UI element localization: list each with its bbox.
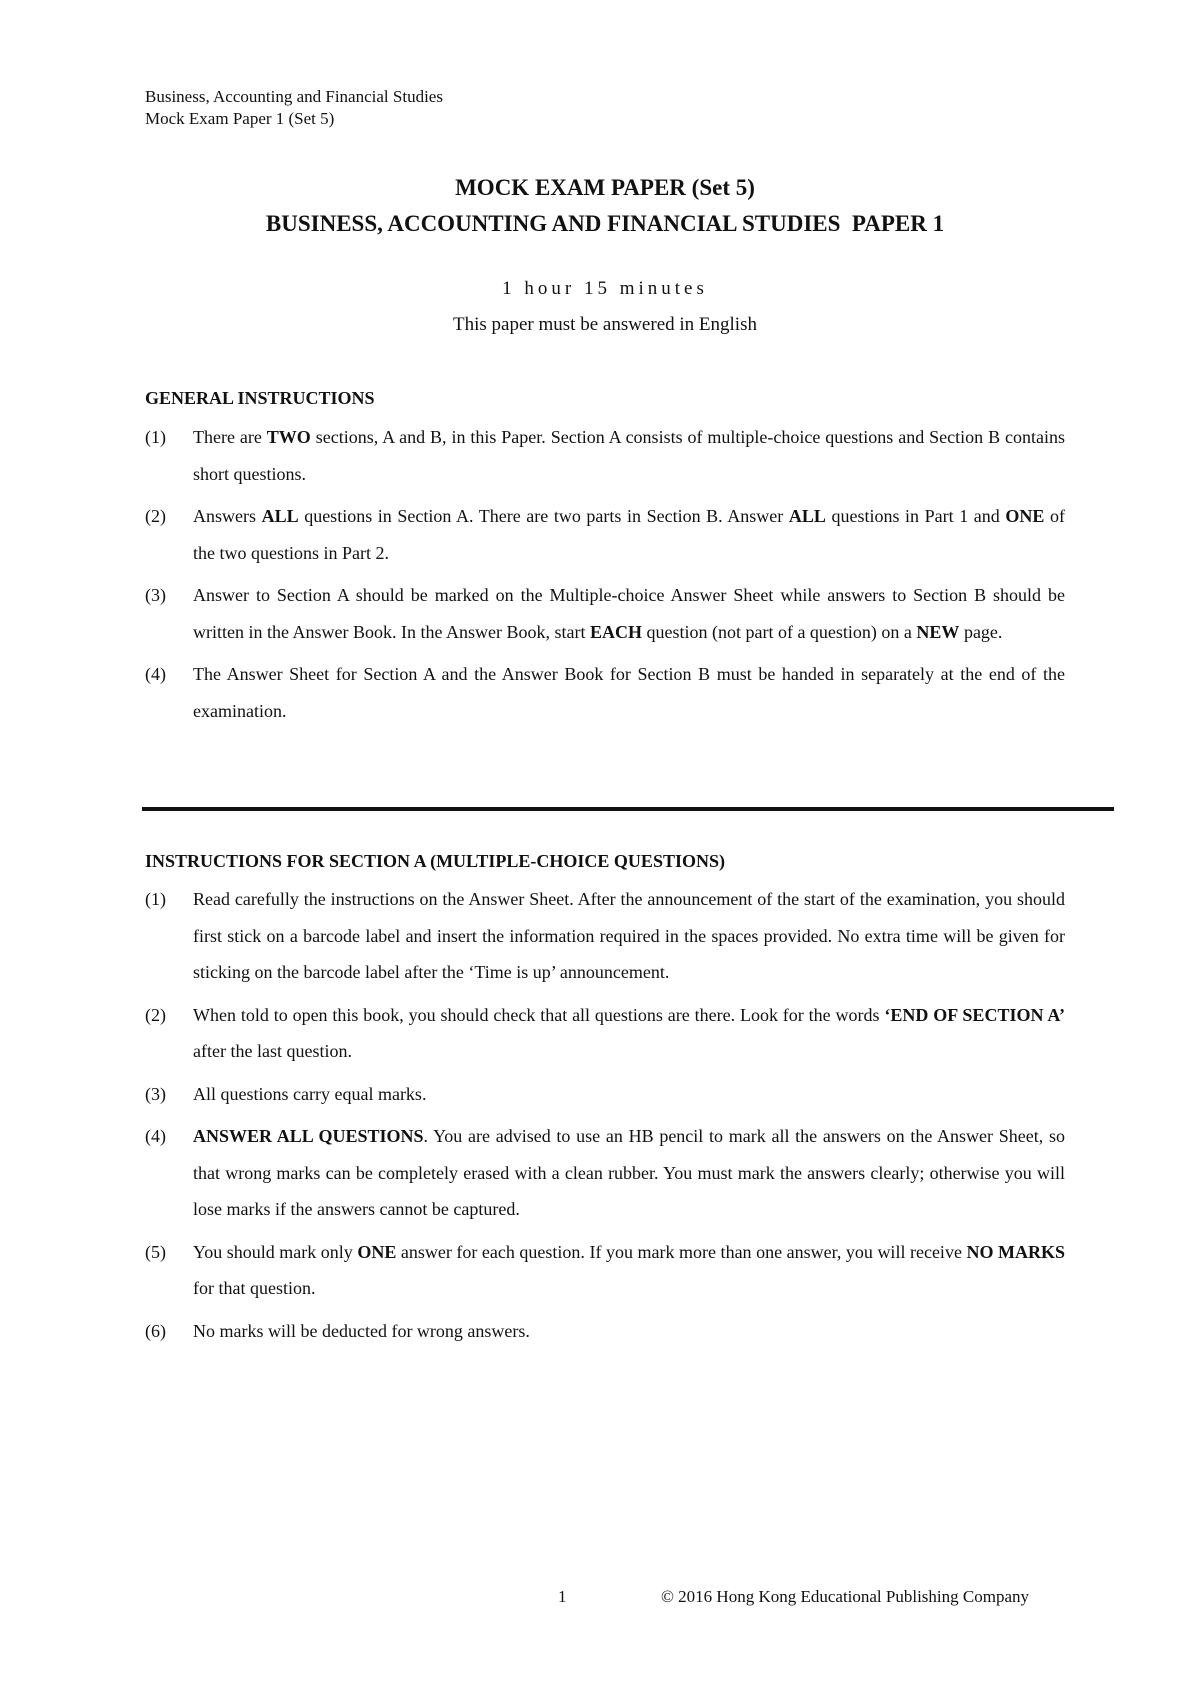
exam-duration: 1 hour 15 minutes [502, 278, 708, 299]
instruction-item [145, 881, 1065, 991]
instruction-text-part: answer for each question. If you mark more than one answer, you will receive [396, 1241, 967, 1262]
general-instructions-list [145, 419, 1065, 735]
instruction-text [193, 498, 1065, 571]
instruction-text-part: question (not part of a question) on a [641, 621, 917, 642]
instruction-number: (1) [145, 889, 166, 909]
instruction-item [145, 656, 1065, 729]
instruction-text [193, 881, 1065, 991]
instruction-text-part: questions in Part 1 and [825, 506, 1006, 526]
instruction-text [193, 419, 1065, 492]
instruction-text-part: for that question. [193, 1278, 316, 1298]
instruction-text-part: No marks will be deducted for wrong answers. [193, 1320, 530, 1341]
instruction-item [145, 1313, 1065, 1350]
instruction-number: (2) [145, 506, 166, 526]
instruction-number: (3) [145, 585, 166, 605]
instruction-number: (4) [145, 1126, 166, 1146]
emphasis-text: ANSWER ALL QUESTIONS [193, 1126, 424, 1146]
instruction-text [193, 1313, 1065, 1350]
instruction-text-part: You should mark only [193, 1241, 358, 1262]
instruction-text [193, 1118, 1065, 1228]
instruction-text-part: All questions carry equal marks. [193, 1083, 427, 1104]
paper-title: MOCK EXAM PAPER (Set 5) [455, 175, 755, 200]
emphasis-text: ‘END OF SECTION A’ [884, 1004, 1065, 1025]
instruction-text-part: When told to open this book, you should check that all questions are there. Look for the words [193, 1004, 885, 1025]
instruction-item [145, 1076, 1065, 1113]
instruction-text [193, 997, 1065, 1070]
instruction-text-part: sections, A and B, in this Paper. Section A consists of multiple-choice questions and Section B contains short questions. [193, 427, 1065, 484]
emphasis-text: NEW [916, 621, 960, 642]
instruction-text [193, 1234, 1065, 1307]
instruction-text-part: after the last question. [193, 1041, 352, 1061]
instruction-number: (2) [145, 1004, 166, 1025]
instruction-text [193, 1076, 1065, 1113]
emphasis-text: EACH [589, 621, 642, 642]
section-divider [142, 807, 1114, 811]
instruction-text-part: Answer to Section A should be marked on the Multiple-choice Answer Sheet while answers to Section B should be written in the Answer Book. In the Answer Book, start [193, 585, 1065, 642]
instruction-text-part: Read carefully the instructions on the Answer Sheet. After the announcement of the start of the examination, you should first stick on a barcode label and insert the information required in the spaces provided. No extra time will be given for sticking on the barcode label after the ‘Time is up’ announcement. [193, 889, 1065, 982]
emphasis-text: TWO [266, 427, 311, 447]
section-a-instructions-heading: INSTRUCTIONS FOR SECTION A (MULTIPLE-CHOICE QUESTIONS) [145, 851, 725, 871]
instruction-text-part: . You are advised to use an HB pencil to mark all the answers on the Answer Sheet, so that wrong marks can be completely erased with a clean rubber. You must mark the answers clearly; otherwise you will lose marks if the answers cannot be captured. [193, 1126, 1065, 1219]
instruction-number: (1) [145, 427, 166, 447]
header-subject: Business, Accounting and Financial Studies [145, 87, 443, 106]
paper-subtitle: BUSINESS, ACCOUNTING AND FINANCIAL STUDIES PAPER 1 [265, 211, 945, 236]
section-a-instructions-list [145, 881, 1065, 1355]
emphasis-text: ALL [788, 506, 826, 526]
title-block [0, 170, 1200, 242]
instruction-text-part: The Answer Sheet for Section A and the Answer Book for Section B must be handed in separately at the end of the examination. [193, 664, 1065, 721]
instruction-item [145, 1118, 1065, 1228]
emphasis-text: ONE [357, 1241, 397, 1262]
instruction-item [145, 997, 1065, 1070]
instruction-item [145, 498, 1065, 571]
emphasis-text: ONE [1005, 506, 1045, 526]
instruction-item [145, 577, 1065, 650]
running-header [145, 86, 443, 130]
instruction-item [145, 419, 1065, 492]
emphasis-text: ALL [261, 506, 299, 526]
instruction-text-part: Answers [193, 506, 262, 526]
instruction-text [193, 656, 1065, 729]
emphasis-text: NO MARKS [966, 1241, 1066, 1262]
language-note: This paper must be answered in English [453, 314, 757, 335]
instruction-number: (4) [145, 664, 166, 684]
instruction-text-part: of the two questions in Part 2. [193, 506, 1065, 563]
page-number: 1 [558, 1587, 567, 1606]
instruction-item [145, 1234, 1065, 1307]
instruction-text [193, 577, 1065, 650]
instruction-number: (5) [145, 1241, 166, 1262]
instruction-text-part: questions in Section A. There are two parts in Section B. Answer [298, 506, 789, 526]
instruction-number: (6) [145, 1320, 166, 1341]
instruction-text-part: There are [193, 427, 267, 447]
general-instructions-heading: GENERAL INSTRUCTIONS [145, 388, 375, 408]
copyright-notice: © 2016 Hong Kong Educational Publishing Company [661, 1587, 1030, 1606]
instruction-number: (3) [145, 1083, 166, 1104]
instruction-text-part: page. [959, 621, 1003, 642]
header-paper: Mock Exam Paper 1 (Set 5) [145, 109, 335, 128]
